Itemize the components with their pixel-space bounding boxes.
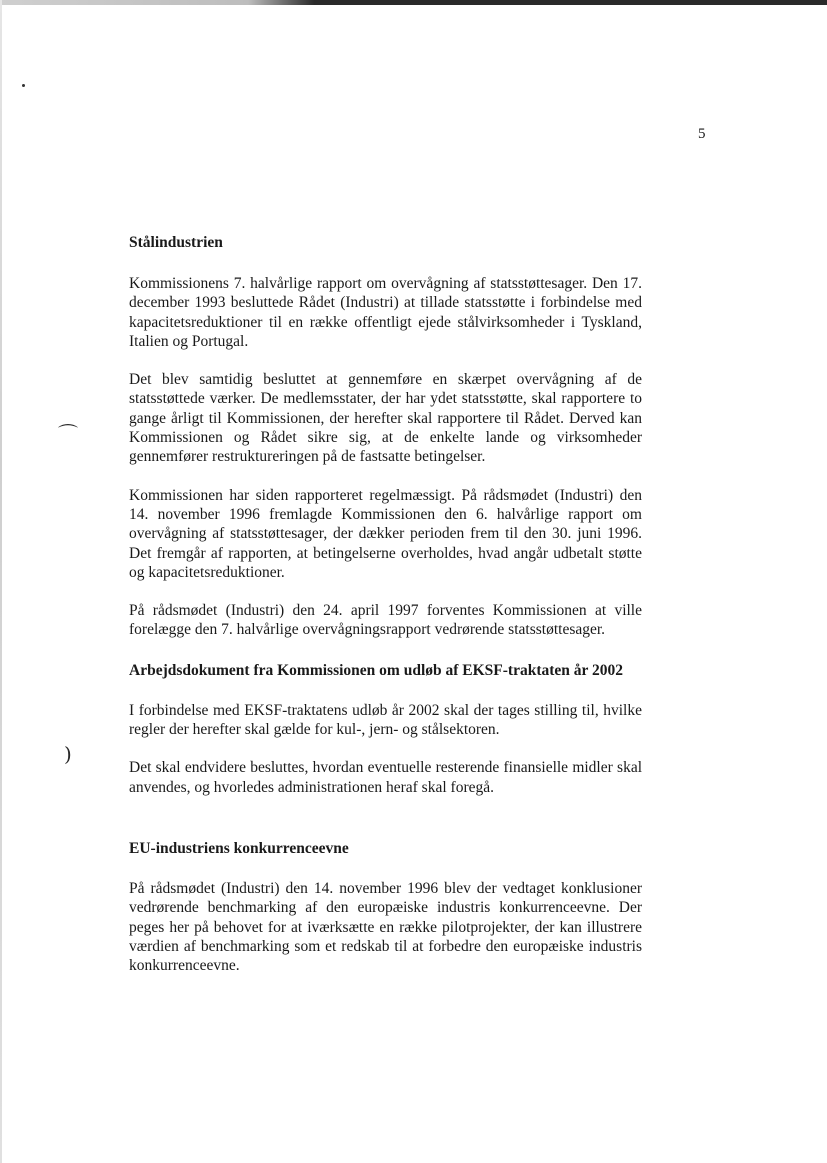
section-heading-steel-industry: Stålindustrien xyxy=(129,234,223,251)
document-body xyxy=(129,233,642,975)
paragraph: I forbindelse med EKSF-traktatens udløb år 2002 skal der tages stilling til, hvilke regler der herefter skal gælde for kul-, jern- og stålsektoren. xyxy=(129,701,642,739)
section-heading-ecsc-treaty: Arbejdsdokument fra Kommissionen om udløb af EKSF-traktaten år 2002 xyxy=(129,661,624,679)
paragraph: Det blev samtidig besluttet at gennemføre en skærpet overvågning af de statsstøttede værker. De medlemsstater, der har ydet statsstøtte, skal rapportere to gange årligt til Kommissionen, der herefter skal rapportere til Rådet. Derved kan Kommissionen og Rådet sikre sig, at de enkelte lande og virksomheder gennemfører restruktureringen på de fastsatte betingelser. xyxy=(129,371,642,466)
page-number: 5 xyxy=(698,126,706,142)
paragraph: Kommissionen har siden rapporteret regelmæssigt. På rådsmødet (Industri) den 14. november 1996 fremlagde Kommissionen den 6. halvårlige rapport om overvågning af statsstøttesager, der dækker perioden frem til den 30. juni 1996. Det fremgår af rapporten, at betingelserne overholdes, hvad angår udbetalt støtte og kapacitetsreduktioner. xyxy=(129,486,642,581)
hole-punch-mark-upper: ⌒ xyxy=(58,422,78,446)
hole-punch-mark-lower: ) xyxy=(64,742,72,766)
scan-left-edge xyxy=(0,0,2,1163)
scan-top-edge xyxy=(0,0,827,5)
section-heading-competitiveness: EU-industriens konkurrenceevne xyxy=(129,839,349,857)
paragraph: På rådsmødet (Industri) den 24. april 1997 forventes Kommissionen at ville forelægge den 7. halvårlige overvågningsrapport vedrørende statsstøttesager. xyxy=(129,602,642,639)
paragraph: På rådsmødet (Industri) den 14. november 1996 blev der vedtaget konklusioner vedrørende benchmarking af den europæiske industris konkurrenceevne. Der peges her på behovet for at iværksætte en række pilotprojekter, der kan illustrere værdien af benchmarking som et redskab til at forbedre den europæiske industris konkurrenceevne. xyxy=(129,879,642,975)
paragraph: Kommissionens 7. halvårlige rapport om overvågning af statsstøttesager. Den 17. december 1993 besluttede Rådet (Industri) at tillade statsstøtte i forbindelse med kapacitetsreduktioner til en række offentligt ejede stålvirksomheder i Tyskland, Italien og Portugal. xyxy=(129,275,642,350)
scan-speck xyxy=(22,84,25,87)
paragraph: Det skal endvidere besluttes, hvordan eventuelle resterende finansielle midler skal anvendes, og hvorledes administrationen heraf skal foregå. xyxy=(129,759,642,796)
